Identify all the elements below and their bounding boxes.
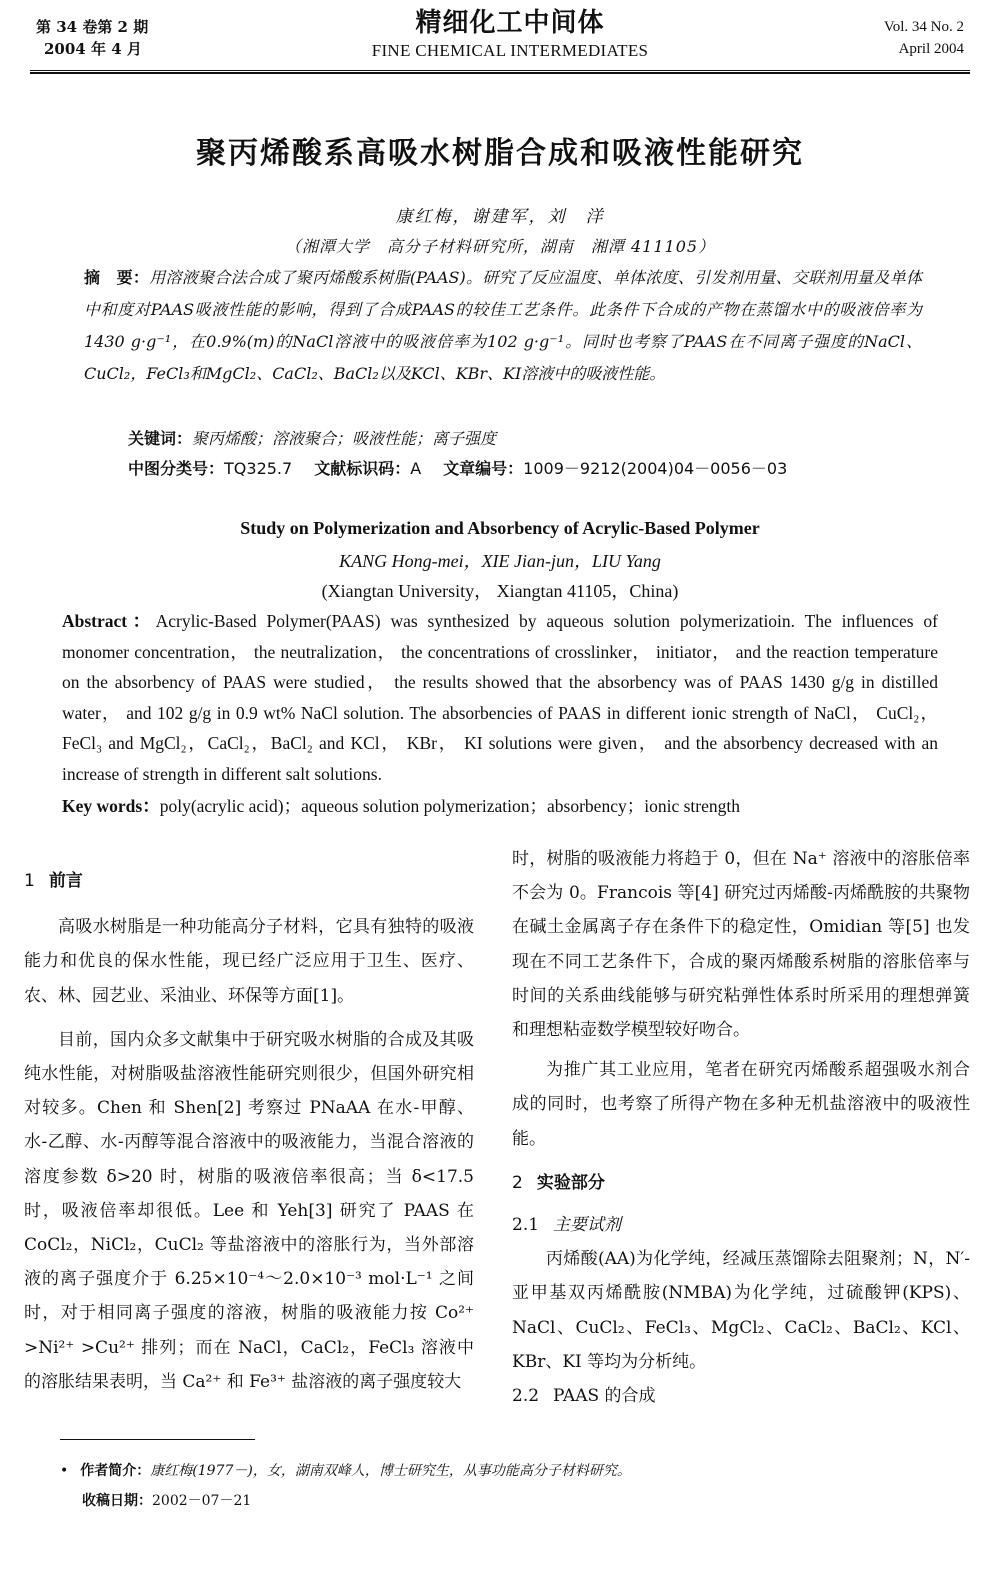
body-column-right: [512, 842, 970, 1413]
header-date-line: 2004 年 4 月: [44, 40, 142, 58]
header-volume-cn: [36, 16, 148, 60]
article-number-value: 1009－9212(2004)04－0056－03: [523, 459, 788, 478]
section-2-title: 实验部分: [536, 1172, 605, 1193]
footnote-rule: [60, 1439, 255, 1440]
classification-line: [128, 456, 928, 479]
subsection-2-2-number: 2.2: [512, 1386, 540, 1407]
footnote-bullet: •: [60, 1463, 69, 1479]
clc-value: TQ325.7: [224, 459, 293, 478]
abstract-cn-label: 摘 要：: [84, 268, 150, 287]
section-1-title: 前言: [48, 871, 83, 891]
section-2-number: 2: [512, 1172, 523, 1193]
article-title-cn: 聚丙烯酸系高吸水树脂合成和吸液性能研究: [196, 136, 804, 171]
keywords-en-label: Key words：: [62, 796, 160, 816]
authors-en: KANG Hong-mei，XIE Jian-jun，LIU Yang: [339, 551, 661, 571]
abstract-en: [62, 606, 938, 789]
abstract-cn-text: 用溶液聚合法合成了聚丙烯酸系树脂(PAAS)。研究了反应温度、单体浓度、引发剂用量、交联剂用量及单体中和度对PAAS吸液性能的影响，得到了合成PAAS的较佳工艺条件。此条件下合成的产物在蒸馏水中的吸液倍率为1430 g·g⁻¹，在0.9%(m)的NaCl溶液中的吸液倍率为102 g·g⁻¹。同时也考察了PAAS在不同离子强度的NaCl、CuCl₂，FeCl₃和MgCl₂、CaCl₂、BaCl₂以及KCl、KBr、KI溶液中的吸液性能。: [84, 268, 922, 383]
journal-title: [320, 6, 700, 62]
section-heading-1: [24, 864, 474, 898]
affiliation-en: (Xiangtan University， Xiangtan 41105，China): [321, 581, 679, 601]
affiliation-cn: （湘潭大学 高分子材料研究所，湖南 湘潭 411105）: [284, 237, 716, 256]
keywords-en-text: poly(acrylic acid)；aqueous solution polymerization；absorbency；ionic strength: [159, 796, 740, 816]
section-heading-2: [512, 1166, 970, 1200]
header-volume-line: 第 34 卷第 2 期: [36, 18, 149, 36]
keywords-cn-label: 关键词：: [128, 429, 193, 448]
section-1-paragraph-2-continued: 时，树脂的吸液能力将趋于 0，但在 Na⁺ 溶液中的溶胀倍率不会为 0。Francois 等[4] 研究过丙烯酸-丙烯酰胺的共聚物在碱土金属离子存在条件下的稳定性，Omidian 等[5] 也发现在不同工艺条件下，合成的聚丙烯酸系树脂的溶胀倍率与时间的关系曲线能够与研究粘弹性体系时所采用的理想弹簧和理想粘壶数学模型较好吻合。: [512, 849, 970, 1041]
section-1-paragraph-3: 为推广其工业应用，笔者在研究丙烯酸系超强吸水剂合成的同时，也考察了所得产物在多种无机盐溶液中的吸液性能。: [512, 1060, 970, 1149]
subsection-heading-2-2: [512, 1379, 970, 1413]
section-1-number: 1: [24, 871, 35, 891]
footnote-received-label: 收稿日期：: [82, 1493, 152, 1509]
keywords-en: [62, 793, 938, 818]
subsection-heading-2-1: [512, 1208, 970, 1242]
clc-label: 中图分类号：: [128, 459, 225, 478]
header-date-en-line: April 2004: [898, 41, 964, 57]
footnote-author-text: 康红梅(1977－)，女，湖南双峰人，博士研究生，从事功能高分子材料研究。: [150, 1463, 631, 1479]
section-1-paragraph-1: 高吸水树脂是一种功能高分子材料，它具有独特的吸液能力和优良的保水性能，现已经广泛应用于卫生、医疗、农、林、园艺业、采油业、环保等方面[1]。: [24, 917, 474, 1006]
subsection-2-1-paragraph: 丙烯酸(AA)为化学纯，经减压蒸馏除去阻聚剂；N，N′-亚甲基双丙烯酰胺(NMBA)为化学纯，过硫酸钾(KPS)、NaCl、CuCl₂、FeCl₃、MgCl₂、CaCl₂、BaCl₂、KCl、KBr、KI 等均为分析纯。: [512, 1249, 970, 1372]
header-volume-en-line: Vol. 34 No. 2: [883, 19, 964, 35]
subsection-2-2-title: PAAS 的合成: [553, 1386, 656, 1407]
authors-cn: 康红梅，谢建军，刘 洋: [395, 207, 605, 227]
keywords-cn: [128, 426, 928, 449]
header-rule: [30, 70, 970, 74]
article-title-en: Study on Polymerization and Absorbency of Acrylic-Based Polymer: [240, 518, 760, 538]
keywords-cn-text: 聚丙烯酸；溶液聚合；吸液性能；离子强度: [192, 429, 497, 448]
abstract-cn: [84, 262, 922, 390]
header-volume-en: [884, 16, 964, 60]
footnote-author-label: 作者简介：: [80, 1463, 151, 1479]
doc-code-value: A: [410, 459, 422, 478]
subsection-2-1-number: 2.1: [512, 1215, 540, 1236]
footnote-received-text: 2002－07－21: [152, 1493, 252, 1509]
abstract-en-text: Acrylic-Based Polymer(PAAS) was synthesized by aqueous solution polymerizatioin. The influences of monomer concentration， the neutralization， the concentrations of crosslinker， initiator， and the reaction temperature on the absorbency of PAAS were studied， the results showed that the absorbency was of PAAS 1430 g/g in distilled water， and 102 g/g in 0.9 wt% NaCl solution. The absorbencies of PAAS in different ionic strength of NaCl， CuCl₂， FeCl₃ and MgCl₂，CaCl₂，BaCl₂ and KCl， KBr， KI solutions were given， and the absorbency decreased with an increase of strength in different salt solutions.: [62, 611, 938, 784]
article-number-label: 文章编号：: [443, 459, 524, 478]
footnote-author: [60, 1460, 960, 1480]
abstract-en-label: Abstract：: [62, 611, 156, 631]
body-column-left: [24, 858, 474, 1399]
journal-title-en: FINE CHEMICAL INTERMEDIATES: [371, 41, 649, 60]
section-1-paragraph-2: 目前，国内众多文献集中于研究吸水树脂的合成及其吸纯水性能，对树脂吸盐溶液性能研究则很少，但国外研究相对较多。Chen 和 Shen[2] 考察过 PNaAA 在水-甲醇、水-乙醇、水-丙醇等混合溶液中的吸液能力，当混合溶液的溶度参数 δ>20 时，树脂的吸液倍率很高；当 δ<17.5 时，吸液倍率却很低。Lee 和 Yeh[3] 研究了 PAAS 在 CoCl₂，NiCl₂，CuCl₂ 等盐溶液中的溶胀行为，当外部溶液的离子强度介于 6.25×10⁻⁴～2.0×10⁻³ mol·L⁻¹ 之间时，对于相同离子强度的溶液，树脂的吸液能力按 Co²⁺ >Ni²⁺ >Cu²⁺ 排列；而在 NaCl，CaCl₂，FeCl₃ 溶液中的溶胀结果表明，当 Ca²⁺ 和 Fe³⁺ 盐溶液的离子强度较大: [24, 1029, 474, 1392]
journal-title-cn: 精细化工中间体: [415, 8, 605, 38]
doc-code-label: 文献标识码：: [314, 459, 411, 478]
footnote-received: [82, 1490, 982, 1510]
subsection-2-1-title: 主要试剂: [553, 1215, 622, 1236]
